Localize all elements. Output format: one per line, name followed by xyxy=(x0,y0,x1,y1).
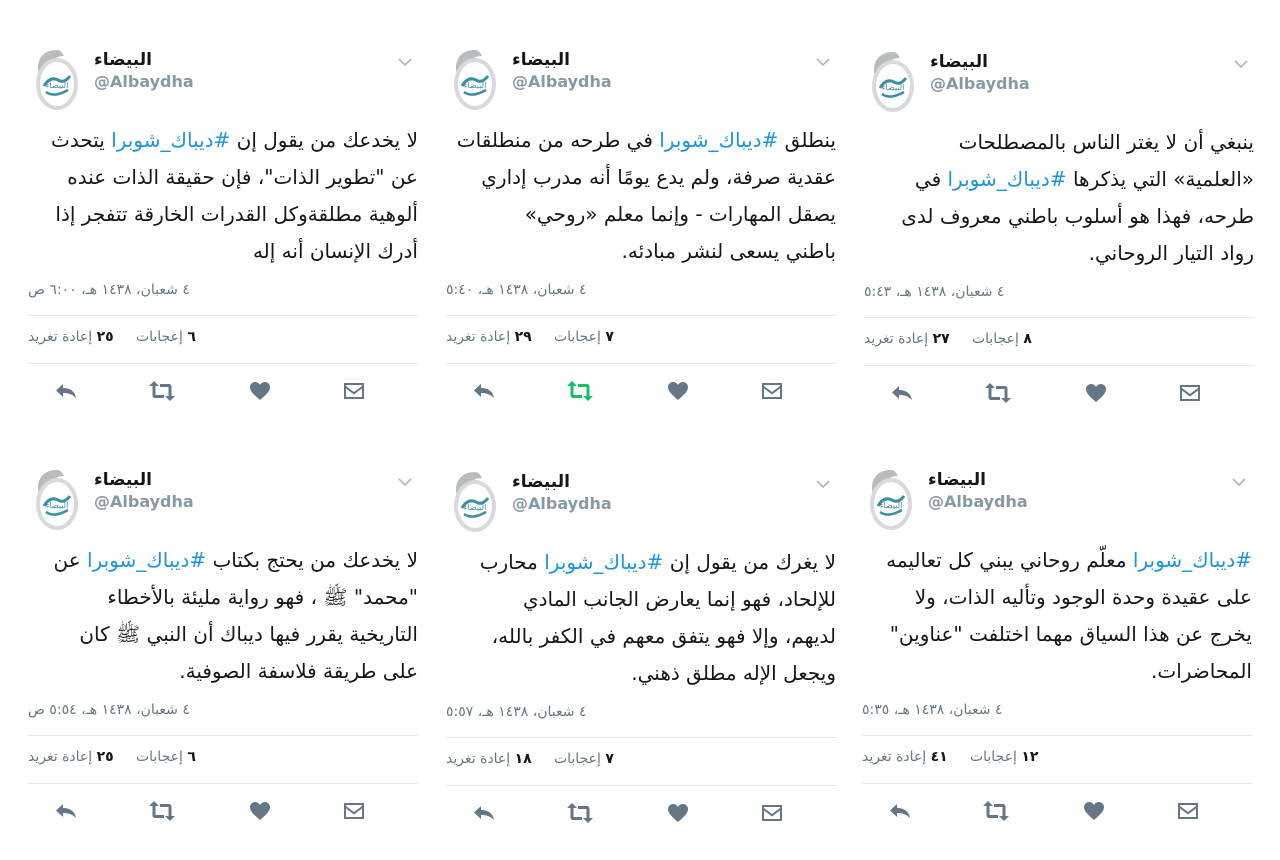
heart-icon xyxy=(249,801,271,821)
envelope-icon xyxy=(1178,383,1202,403)
heart-icon xyxy=(249,381,271,401)
like-button[interactable] xyxy=(1078,378,1114,408)
divider xyxy=(864,365,1254,366)
reply-icon xyxy=(54,801,78,821)
tweet-timestamp[interactable]: ٤ شعبان، ١٤٣٨ هـ، ٥:٥٧ xyxy=(446,704,587,720)
tweet-line xyxy=(28,653,418,690)
retweet-button[interactable] xyxy=(562,376,598,406)
display-name[interactable]: البيضاء xyxy=(928,470,986,490)
tweet-line xyxy=(862,579,1252,616)
divider xyxy=(28,363,418,364)
tweet-timestamp[interactable]: ٤ شعبان، ١٤٣٨ هـ، ٦:٠٠ ص xyxy=(28,282,190,298)
retweets-count[interactable]: ٢٩ xyxy=(514,329,532,345)
tweet-line xyxy=(864,235,1254,272)
reply-icon xyxy=(888,801,912,821)
retweets-label[interactable]: إعادة تغريد xyxy=(28,749,93,765)
likes-count[interactable]: ٧ xyxy=(605,329,614,345)
tweet-text-segment: معلّم روحاني يبني كل تعاليمه xyxy=(886,548,1133,572)
tweet-header xyxy=(446,38,836,114)
likes-count[interactable]: ١٢ xyxy=(1021,749,1039,765)
tweet-text xyxy=(446,544,836,692)
like-button[interactable] xyxy=(242,796,278,826)
tweet-text xyxy=(864,124,1254,272)
direct-message-button[interactable] xyxy=(754,798,790,828)
retweet-button[interactable] xyxy=(980,378,1016,408)
tweet-text-segment: في طرحه من منطلقات xyxy=(456,128,660,152)
tweet-actions xyxy=(446,376,836,410)
retweet-button[interactable] xyxy=(978,796,1014,826)
tweet-timestamp[interactable]: ٤ شعبان، ١٤٣٨ هـ، ٥:٤٠ xyxy=(446,282,587,298)
tweet-actions xyxy=(864,378,1254,412)
tweet-header xyxy=(446,460,836,536)
tweet-stats xyxy=(446,329,836,353)
tweet-actions xyxy=(28,376,418,410)
tweet-header xyxy=(862,458,1252,534)
hashtag-link[interactable]: #ديباك_شوبرا xyxy=(1132,548,1252,572)
tweet-text-segment: يتحدث xyxy=(51,128,112,152)
chevron-down-icon[interactable] xyxy=(816,474,830,484)
retweet-icon xyxy=(984,382,1012,404)
tweet-text xyxy=(28,542,418,690)
tweet-card[interactable] xyxy=(864,40,1254,440)
likes-label[interactable]: إعجابات xyxy=(971,331,1019,347)
tweet-line xyxy=(28,233,418,270)
tweet-line xyxy=(446,655,836,692)
chevron-down-icon[interactable] xyxy=(398,472,412,482)
username[interactable]: @Albaydha xyxy=(512,72,612,91)
tweet-line xyxy=(864,124,1254,161)
display-name[interactable]: البيضاء xyxy=(512,50,570,70)
tweet-text-segment: رواد التيار الروحاني. xyxy=(1088,241,1254,265)
divider xyxy=(446,363,836,364)
avatar[interactable] xyxy=(870,50,916,114)
likes-count[interactable]: ٦ xyxy=(187,329,196,345)
avatar[interactable] xyxy=(34,48,80,112)
envelope-icon xyxy=(342,801,366,821)
likes-label[interactable]: إعجابات xyxy=(969,749,1017,765)
tweet-text-segment: المحاضرات. xyxy=(1151,659,1252,683)
tweet-text-segment: محارب xyxy=(479,550,545,574)
tweet-text-segment: "محمد" ﷺ ، فهو رواية مليئة بالأخطاء xyxy=(107,585,418,609)
tweet-line xyxy=(28,122,418,159)
tweet-text-segment: عن "تطوير الذات"، فإن حقيقة الذات عنده xyxy=(67,165,418,189)
tweet-card[interactable] xyxy=(446,460,836,860)
reply-button[interactable] xyxy=(48,376,84,406)
tweet-stats xyxy=(446,751,836,775)
divider xyxy=(864,317,1254,318)
divider xyxy=(28,735,418,736)
hashtag-link[interactable]: #ديباك_شوبرا xyxy=(87,548,207,572)
envelope-icon xyxy=(342,381,366,401)
tweet-text-segment: طرحه، فهذا هو أسلوب باطني معروف لدى xyxy=(901,204,1254,228)
reply-icon xyxy=(472,381,496,401)
direct-message-button[interactable] xyxy=(1170,796,1206,826)
direct-message-button[interactable] xyxy=(754,376,790,406)
chevron-down-icon[interactable] xyxy=(1232,472,1246,482)
tweet-line xyxy=(28,579,418,616)
reply-button[interactable] xyxy=(48,796,84,826)
heart-icon xyxy=(1083,801,1105,821)
retweet-icon xyxy=(148,380,176,402)
direct-message-button[interactable] xyxy=(336,376,372,406)
chevron-down-icon[interactable] xyxy=(398,52,412,62)
heart-icon xyxy=(1085,383,1107,403)
avatar[interactable] xyxy=(452,48,498,112)
tweet-timestamp[interactable]: ٤ شعبان، ١٤٣٨ هـ، ٥:٣٥ xyxy=(862,702,1003,718)
tweet-line xyxy=(28,196,418,233)
retweet-icon xyxy=(566,380,594,402)
chevron-down-icon[interactable] xyxy=(816,52,830,62)
tweet-line xyxy=(28,542,418,579)
direct-message-button[interactable] xyxy=(1172,378,1208,408)
envelope-icon xyxy=(760,381,784,401)
username[interactable]: @Albaydha xyxy=(94,492,194,511)
retweets-label[interactable]: إعادة تغريد xyxy=(862,749,927,765)
tweet-line xyxy=(446,233,836,270)
tweet-line xyxy=(446,618,836,655)
tweet-text-segment: في xyxy=(914,167,948,191)
display-name[interactable]: البيضاء xyxy=(930,52,988,72)
retweet-icon xyxy=(566,802,594,824)
tweet-line xyxy=(446,544,836,581)
heart-icon xyxy=(667,803,689,823)
tweet-actions xyxy=(28,796,418,830)
direct-message-button[interactable] xyxy=(336,796,372,826)
tweet-text-segment: لا يخدعك من يقول إن xyxy=(230,128,418,152)
username[interactable]: @Albaydha xyxy=(512,494,612,513)
avatar[interactable] xyxy=(34,468,80,532)
tweet-text xyxy=(862,542,1252,690)
display-name[interactable]: البيضاء xyxy=(94,50,152,70)
retweets-count[interactable]: ١٨ xyxy=(514,751,532,767)
tweet-header xyxy=(28,458,418,534)
tweet-line xyxy=(864,198,1254,235)
like-button[interactable] xyxy=(660,376,696,406)
reply-button[interactable] xyxy=(466,376,502,406)
tweet-text-segment: عقدية صرفة، ولم يدع يومًا أنه مدرب إداري xyxy=(481,165,836,189)
tweet-card[interactable] xyxy=(28,458,418,858)
tweet-stats xyxy=(862,749,1252,773)
like-button[interactable] xyxy=(1076,796,1112,826)
divider xyxy=(446,785,836,786)
username[interactable]: @Albaydha xyxy=(928,492,1028,511)
hashtag-link[interactable]: #ديباك_شوبرا xyxy=(111,128,231,152)
svg-text:البيضاء: البيضاء xyxy=(463,81,487,90)
likes-count[interactable]: ٨ xyxy=(1023,331,1032,347)
display-name[interactable]: البيضاء xyxy=(512,472,570,492)
envelope-icon xyxy=(760,803,784,823)
hashtag-link[interactable]: #ديباك_شوبرا xyxy=(947,167,1067,191)
retweet-button[interactable] xyxy=(144,376,180,406)
divider xyxy=(862,783,1252,784)
svg-text:البيضاء: البيضاء xyxy=(45,501,69,510)
tweet-line xyxy=(446,122,836,159)
tweet-text-segment: التاريخية يقرر فيها ديباك أن النبي ﷺ كان xyxy=(79,622,418,646)
retweet-icon xyxy=(982,800,1010,822)
tweet-text-segment: عن xyxy=(53,548,88,572)
tweet-line xyxy=(862,653,1252,690)
retweets-label[interactable]: إعادة تغريد xyxy=(28,329,93,345)
retweet-button[interactable] xyxy=(562,798,598,828)
divider xyxy=(28,315,418,316)
tweet-text xyxy=(446,122,836,270)
retweets-label[interactable]: إعادة تغريد xyxy=(446,329,511,345)
tweet-line xyxy=(28,159,418,196)
tweet-line xyxy=(862,616,1252,653)
envelope-icon xyxy=(1176,801,1200,821)
chevron-down-icon[interactable] xyxy=(1234,54,1248,64)
likes-label[interactable]: إعجابات xyxy=(135,749,183,765)
likes-label[interactable]: إعجابات xyxy=(135,329,183,345)
retweets-label[interactable]: إعادة تغريد xyxy=(864,331,929,347)
tweet-line xyxy=(446,159,836,196)
svg-text:البيضاء: البيضاء xyxy=(45,81,69,90)
tweet-line xyxy=(864,161,1254,198)
tweet-line xyxy=(862,542,1252,579)
tweet-text-segment: على طريقة فلاسفة الصوفية. xyxy=(179,659,418,683)
heart-icon xyxy=(667,381,689,401)
tweet-header xyxy=(864,40,1254,116)
reply-button[interactable] xyxy=(466,798,502,828)
tweet-text-segment: ويجعل الإله مطلق ذهني. xyxy=(631,661,836,685)
tweet-timestamp[interactable]: ٤ شعبان، ١٤٣٨ هـ، ٥:٤٣ xyxy=(864,284,1005,300)
reply-icon xyxy=(54,381,78,401)
tweet-text-segment: لا يغرك من يقول إن xyxy=(663,550,836,574)
tweet-stats xyxy=(864,331,1254,355)
like-button[interactable] xyxy=(242,376,278,406)
divider xyxy=(28,783,418,784)
divider xyxy=(446,315,836,316)
hashtag-link[interactable]: #ديباك_شوبرا xyxy=(659,128,779,152)
svg-text:البيضاء: البيضاء xyxy=(463,503,487,512)
tweet-card[interactable] xyxy=(28,38,418,438)
tweet-text-segment: لا يخدعك من يحتج بكتاب xyxy=(206,548,418,572)
tweet-line xyxy=(446,581,836,618)
tweet-timestamp[interactable]: ٤ شعبان، ١٤٣٨ هـ، ٥:٥٤ ص xyxy=(28,702,190,718)
like-button[interactable] xyxy=(660,798,696,828)
likes-label[interactable]: إعجابات xyxy=(553,751,601,767)
svg-text:البيضاء: البيضاء xyxy=(881,83,905,92)
retweets-count[interactable]: ٤١ xyxy=(930,749,948,765)
tweet-text-segment: ينطلق xyxy=(778,128,836,152)
tweet-card[interactable] xyxy=(862,458,1252,858)
tweet-header xyxy=(28,38,418,114)
tweet-line xyxy=(28,616,418,653)
tweet-text-segment: للإلحاد، فهو إنما يعارض الجانب المادي xyxy=(522,587,836,611)
avatar[interactable] xyxy=(868,468,914,532)
tweet-text-segment: يخرج عن هذا السياق مهما اختلفت "عناوين" xyxy=(889,622,1252,646)
retweets-count[interactable]: ٢٥ xyxy=(96,329,114,345)
avatar[interactable] xyxy=(452,470,498,534)
retweet-button[interactable] xyxy=(144,796,180,826)
retweets-count[interactable]: ٢٥ xyxy=(96,749,114,765)
tweet-text-segment: على عقيدة وحدة الوجود وتأليه الذات، ولا xyxy=(914,585,1252,609)
tweet-stats xyxy=(28,749,418,773)
tweet-line xyxy=(446,196,836,233)
tweet-actions xyxy=(862,796,1252,830)
tweet-text-segment: ألوهية مطلقةوكل القدرات الخارقة تتفجر إذا xyxy=(55,202,418,226)
tweet-text-segment: «العلمية» التي يذكرها xyxy=(1066,167,1254,191)
tweet-stats xyxy=(28,329,418,353)
divider xyxy=(862,735,1252,736)
tweet-text xyxy=(28,122,418,270)
tweet-text-segment: لديهم، وإلا فهو يتفق معهم في الكفر بالله، xyxy=(491,624,836,648)
tweet-text-segment: باطني يسعى لنشر مبادئه. xyxy=(621,239,836,263)
username[interactable]: @Albaydha xyxy=(930,74,1030,93)
divider xyxy=(446,737,836,738)
retweets-label[interactable]: إعادة تغريد xyxy=(446,751,511,767)
tweet-text-segment: يصقل المهارات - وإنما معلم «روحي» xyxy=(524,202,836,226)
display-name[interactable]: البيضاء xyxy=(94,470,152,490)
tweet-text-segment: ينبغي أن لا يغتر الناس بالمصطلحات xyxy=(958,130,1254,154)
tweet-card[interactable] xyxy=(446,38,836,438)
username[interactable]: @Albaydha xyxy=(94,72,194,91)
tweet-actions xyxy=(446,798,836,832)
hashtag-link[interactable]: #ديباك_شوبرا xyxy=(544,550,664,574)
reply-button[interactable] xyxy=(884,378,920,408)
retweet-icon xyxy=(148,800,176,822)
reply-icon xyxy=(890,383,914,403)
reply-button[interactable] xyxy=(882,796,918,826)
tweet-text-segment: أدرك الإنسان أنه إله xyxy=(252,239,418,263)
likes-count[interactable]: ٧ xyxy=(605,751,614,767)
svg-text:البيضاء: البيضاء xyxy=(879,501,903,510)
retweets-count[interactable]: ٢٧ xyxy=(932,331,950,347)
likes-label[interactable]: إعجابات xyxy=(553,329,601,345)
likes-count[interactable]: ٦ xyxy=(187,749,196,765)
reply-icon xyxy=(472,803,496,823)
